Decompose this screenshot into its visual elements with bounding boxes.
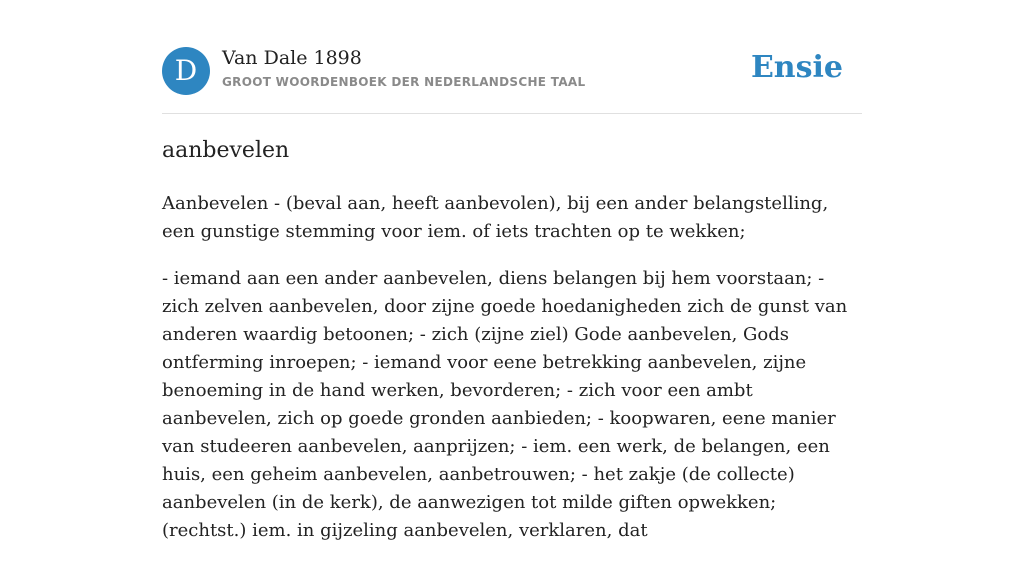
source-avatar[interactable]: D bbox=[162, 47, 210, 95]
source-header bbox=[162, 47, 862, 95]
source-subtitle: GROOT WOORDENBOEK DER NEDERLANDSCHE TAAL bbox=[222, 75, 586, 89]
entry-paragraph: - iemand aan een ander aanbevelen, diens belangen bij hem voorstaan; - zich zelven aanbevelen, door zijne goede hoedanigheden zich de gunst van anderen waardig betoonen; - zich (zijne ziel) Gode aanbevelen, Gods ontferming inroepen; - iemand voor eene betrekking aanbevelen, zijne benoeming in de hand werken, bevorderen; - zich voor een ambt aanbevelen, zich op goede gronden aanbieden; - koopwaren, eene manier van studeeren aanbevelen, aanprijzen; - iem. een werk, de belangen, een huis, een geheim aanbevelen, aanbetrouwen; - het zakje (de collecte) aanbevelen (in de kerk), de aanwezigen tot milde giften opwekken; (rechtst.) iem. in gijzeling aanbevelen, verklaren, dat bbox=[162, 268, 848, 541]
source-title[interactable]: Van Dale 1898 bbox=[222, 47, 362, 69]
entry-word: aanbevelen bbox=[162, 138, 290, 163]
entry-paragraph: Aanbevelen - (beval aan, heeft aanbevolen), bij een ander belangstelling, een gunstige stemming voor iem. of iets trachten op te wekken; bbox=[162, 193, 829, 242]
entry-content bbox=[162, 190, 862, 564]
ensie-logo[interactable]: Ensie bbox=[750, 50, 843, 85]
header-divider bbox=[162, 113, 862, 114]
